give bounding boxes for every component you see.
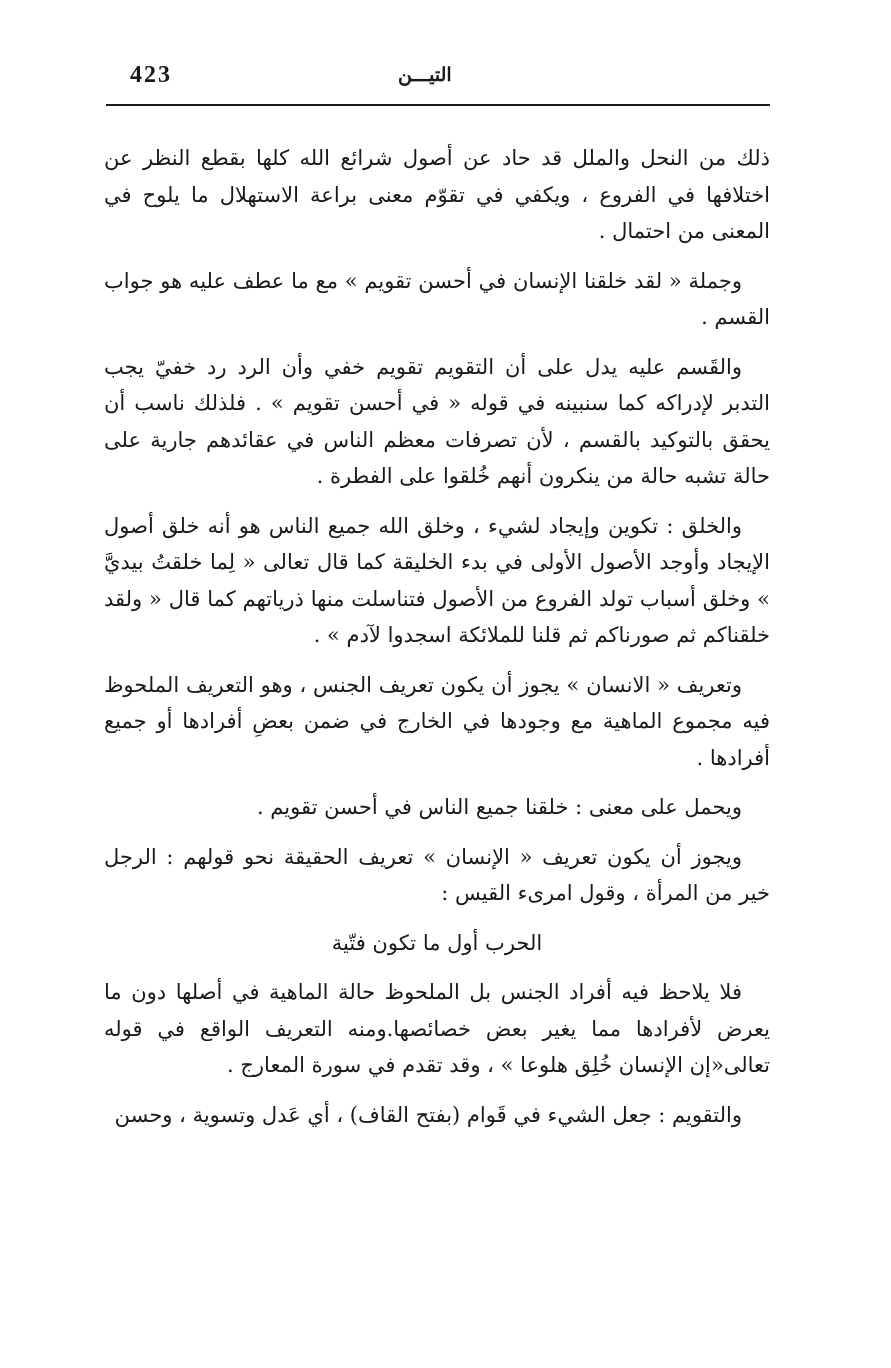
paragraph: والقَسم عليه يدل على أن التقويم تقويم خفي وأن الرد رد خفيّ يجب التدبر لإدراكه كما سنبينه في قوله « في أحسن تقويم » . فلذلك ناسب أن يحقق بالتوكيد بالقسم ، لأن تصرفات معظم الناس في عقائدهم جارية على حالة تشبه حالة من ينكرون أنهم خُلقوا على الفطرة .	[104, 354, 770, 488]
running-title: التيـــن	[398, 64, 452, 86]
running-head	[106, 56, 770, 104]
paragraph: وجملة « لقد خلقنا الإنسان في أحسن تقويم » مع ما عطف عليه هو جواب القسم .	[104, 268, 770, 329]
body-text	[104, 140, 770, 1146]
header-rule	[106, 104, 770, 106]
paragraph: والخلق : تكوين وإيجاد لشيء ، وخلق الله جميع الناس هو أنه خلق أصول الإيجاد وأوجد الأصول الأولى في بدء الخليقة كما قال تعالى « لِما خلقتُ بيديَّ » وخلق أسباب تولد الفروع من الأصول فتناسلت منها ذرياتهم كما قال « ولقد خلقناكم ثم صورناكم ثم قلنا للملائكة اسجدوا لآدم » .	[104, 513, 770, 647]
paragraph: ذلك من النحل والملل قد حاد عن أصول شرائع الله كلها بقطع النظر عن اختلافها في الفروع ، ويكفي في تقوّم معنى براعة الاستهلال ما يلوح في المعنى من احتمال .	[104, 146, 770, 243]
paragraph: ويجوز أن يكون تعريف « الإنسان » تعريف الحقيقة نحو قولهم : الرجل خير من المرأة ، وقول امرىء القيس :	[104, 844, 770, 905]
page-number: 423	[130, 62, 172, 88]
paragraph: ويحمل على معنى : خلقنا جميع الناس في أحسن تقويم .	[256, 795, 742, 819]
paragraph: فلا يلاحظ فيه أفراد الجنس بل الملحوظ حالة الماهية في أصلها دون ما يعرض لأفرادها مما يغير بعض خصائصها.ومنه التعريف الواقع في قوله تعالى«إن الإنسان خُلِق هلوعا » ، وقد تقدم في سورة المعارج .	[104, 980, 770, 1077]
paragraph: والتقويم : جعل الشيء في قَوام (بفتح القاف) ، أي عَدل وتسوية ، وحسن	[114, 1102, 742, 1127]
paragraph: وتعريف « الانسان » يجوز أن يكون تعريف الجنس ، وهو التعريف الملحوظ فيه مجموع الماهية مع وجودها في الخارج في ضمن بعضِ أفرادها أو جميع أفرادها .	[104, 672, 770, 770]
poetry-verse: الحرب أول ما تكون فتّية	[331, 930, 543, 955]
